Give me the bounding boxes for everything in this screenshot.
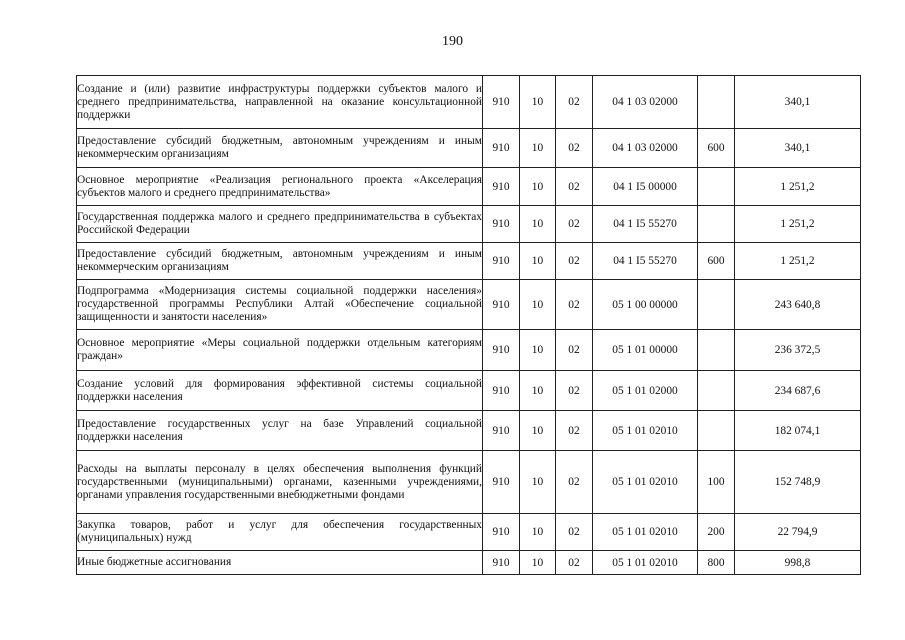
row-subsection-code: 02 [556, 371, 593, 411]
row-description: Подпрограмма «Модернизация системы социальной поддержки населения» государственной программы Республики Алтай «Обеспечение социальной защищенности и занятости населения» [77, 280, 483, 330]
page-number: 190 [442, 34, 463, 49]
row-expense-type: 100 [698, 451, 735, 514]
row-amount: 1 251,2 [735, 168, 861, 206]
row-subsection-code: 02 [556, 330, 593, 371]
row-ministry-code: 910 [483, 330, 520, 371]
row-target-code: 05 1 01 02010 [593, 551, 698, 575]
row-description: Создание условий для формирования эффективной системы социальной поддержки населения [77, 371, 483, 411]
table-row [77, 551, 861, 575]
row-amount: 152 748,9 [735, 451, 861, 514]
row-amount: 340,1 [735, 129, 861, 168]
row-expense-type [698, 168, 735, 206]
row-subsection-code: 02 [556, 551, 593, 575]
row-amount: 22 794,9 [735, 514, 861, 551]
row-description: Создание и (или) развитие инфраструктуры поддержки субъектов малого и среднего предпринимательства, направленной на оказание консультационной поддержки [77, 76, 483, 129]
budget-table [76, 75, 861, 575]
row-ministry-code: 910 [483, 551, 520, 575]
row-subsection-code: 02 [556, 168, 593, 206]
row-subsection-code: 02 [556, 129, 593, 168]
row-section-code: 10 [520, 371, 556, 411]
row-amount: 243 640,8 [735, 280, 861, 330]
row-target-code: 05 1 01 00000 [593, 330, 698, 371]
row-description: Государственная поддержка малого и среднего предпринимательства в субъектах Российской Федерации [77, 206, 483, 243]
row-ministry-code: 910 [483, 206, 520, 243]
table-row [77, 371, 861, 411]
row-section-code: 10 [520, 411, 556, 451]
row-amount: 1 251,2 [735, 243, 861, 280]
row-target-code: 05 1 01 02010 [593, 514, 698, 551]
row-expense-type [698, 330, 735, 371]
row-description: Предоставление субсидий бюджетным, автономным учреждениям и иным некоммерческим организациям [77, 129, 483, 168]
row-amount: 236 372,5 [735, 330, 861, 371]
row-section-code: 10 [520, 551, 556, 575]
row-section-code: 10 [520, 168, 556, 206]
row-section-code: 10 [520, 330, 556, 371]
row-subsection-code: 02 [556, 451, 593, 514]
row-expense-type: 800 [698, 551, 735, 575]
row-description: Иные бюджетные ассигнования [77, 551, 483, 575]
row-description: Основное мероприятие «Меры социальной поддержки отдельным категориям граждан» [77, 330, 483, 371]
row-expense-type: 600 [698, 243, 735, 280]
row-amount: 340,1 [735, 76, 861, 129]
row-section-code: 10 [520, 76, 556, 129]
row-ministry-code: 910 [483, 451, 520, 514]
table-row [77, 451, 861, 514]
row-expense-type: 600 [698, 129, 735, 168]
row-expense-type [698, 411, 735, 451]
row-description: Предоставление государственных услуг на базе Управлений социальной поддержки населения [77, 411, 483, 451]
row-description: Предоставление субсидий бюджетным, автономным учреждениям и иным некоммерческим организациям [77, 243, 483, 280]
row-ministry-code: 910 [483, 243, 520, 280]
row-ministry-code: 910 [483, 168, 520, 206]
row-ministry-code: 910 [483, 514, 520, 551]
table-row [77, 206, 861, 243]
row-target-code: 04 1 03 02000 [593, 76, 698, 129]
table-row [77, 330, 861, 371]
row-target-code: 04 1 I5 55270 [593, 206, 698, 243]
row-section-code: 10 [520, 280, 556, 330]
table-row [77, 168, 861, 206]
row-subsection-code: 02 [556, 514, 593, 551]
row-section-code: 10 [520, 243, 556, 280]
row-amount: 998,8 [735, 551, 861, 575]
row-amount: 1 251,2 [735, 206, 861, 243]
row-amount: 234 687,6 [735, 371, 861, 411]
row-subsection-code: 02 [556, 76, 593, 129]
table-row [77, 280, 861, 330]
row-section-code: 10 [520, 129, 556, 168]
row-ministry-code: 910 [483, 280, 520, 330]
row-target-code: 04 1 I5 55270 [593, 243, 698, 280]
row-target-code: 04 1 03 02000 [593, 129, 698, 168]
row-target-code: 05 1 01 02010 [593, 411, 698, 451]
row-target-code: 05 1 01 02000 [593, 371, 698, 411]
row-target-code: 05 1 00 00000 [593, 280, 698, 330]
row-subsection-code: 02 [556, 280, 593, 330]
table-row [77, 411, 861, 451]
row-expense-type [698, 206, 735, 243]
row-description: Основное мероприятие «Реализация регионального проекта «Акселерация субъектов малого и среднего предпринимательства» [77, 168, 483, 206]
table-row [77, 514, 861, 551]
row-expense-type [698, 76, 735, 129]
row-subsection-code: 02 [556, 411, 593, 451]
row-subsection-code: 02 [556, 243, 593, 280]
row-target-code: 05 1 01 02010 [593, 451, 698, 514]
table-row [77, 129, 861, 168]
row-ministry-code: 910 [483, 76, 520, 129]
row-section-code: 10 [520, 451, 556, 514]
row-expense-type [698, 371, 735, 411]
row-expense-type: 200 [698, 514, 735, 551]
row-ministry-code: 910 [483, 371, 520, 411]
row-target-code: 04 1 I5 00000 [593, 168, 698, 206]
table-row [77, 243, 861, 280]
row-section-code: 10 [520, 514, 556, 551]
row-ministry-code: 910 [483, 411, 520, 451]
row-expense-type [698, 280, 735, 330]
row-ministry-code: 910 [483, 129, 520, 168]
row-section-code: 10 [520, 206, 556, 243]
row-subsection-code: 02 [556, 206, 593, 243]
row-description: Закупка товаров, работ и услуг для обеспечения государственных (муниципальных) нужд [77, 514, 483, 551]
row-amount: 182 074,1 [735, 411, 861, 451]
row-description: Расходы на выплаты персоналу в целях обеспечения выполнения функций государственными (муниципальными) органами, казенными учреждениями, органами управления государственными внебюджетными фондами [77, 451, 483, 514]
table-row [77, 76, 861, 129]
